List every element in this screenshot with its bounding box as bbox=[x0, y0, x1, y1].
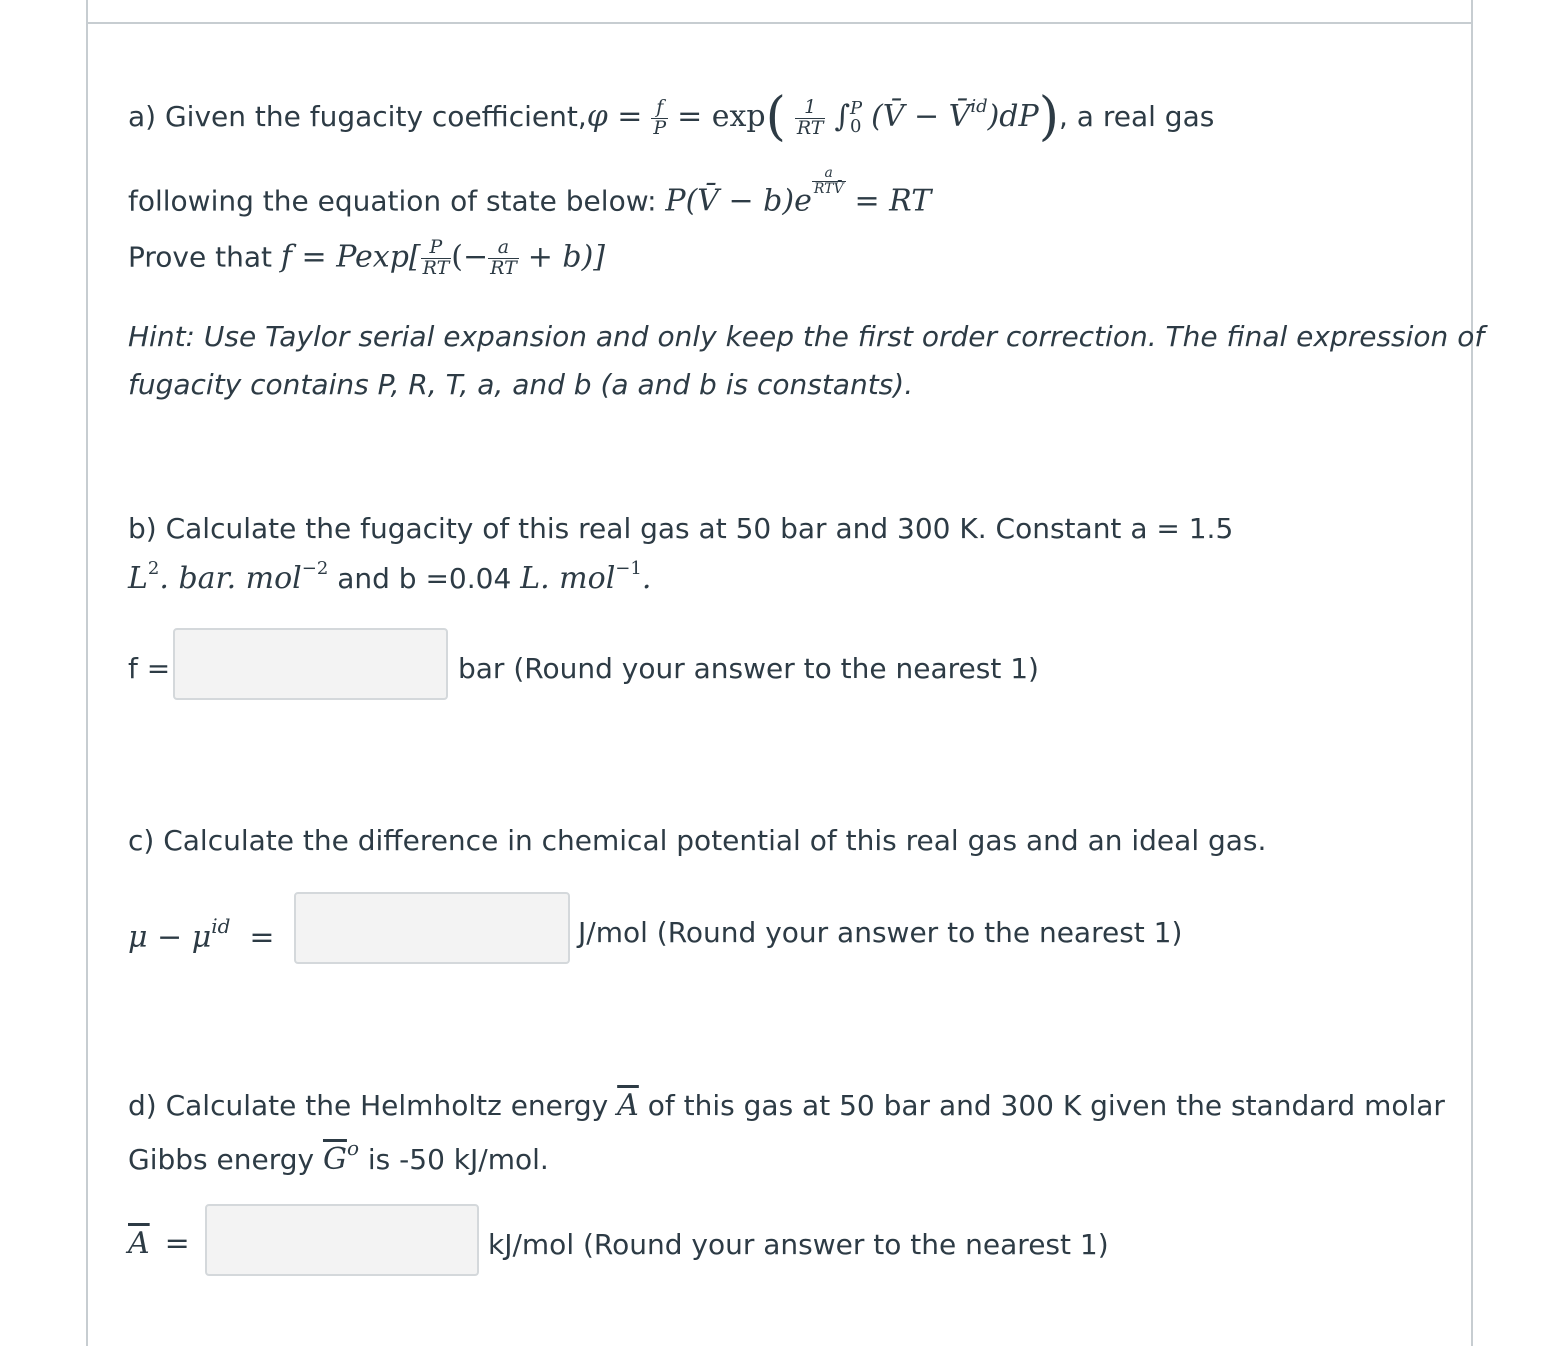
prove-mid: (− bbox=[451, 239, 489, 275]
frac-f-den: P bbox=[653, 116, 667, 139]
prove-frac2-den: RT bbox=[490, 256, 517, 279]
eq-exp: = exp bbox=[677, 99, 766, 134]
mu-answer-label bbox=[128, 914, 274, 956]
frame-top-border bbox=[88, 22, 1471, 24]
a-answer-suffix: kJ/mol (Round your answer to the nearest 1) bbox=[488, 1228, 1109, 1261]
eos-left: P(V̄ − b)e bbox=[665, 183, 812, 219]
integral-upper: P bbox=[850, 98, 863, 119]
part-a-line-3 bbox=[128, 238, 605, 279]
integral-lower: 0 bbox=[850, 116, 862, 137]
mu-answer-suffix: J/mol (Round your answer to the nearest 1) bbox=[578, 916, 1183, 949]
frac-1-over-rt bbox=[795, 95, 826, 139]
mu-answer-input[interactable] bbox=[294, 892, 570, 964]
hint-line-2: fugacity contains P, R, T, a, and b (a and b is constants). bbox=[128, 368, 914, 401]
a-answer-symbol: $\overline{A}$ bbox=[128, 1226, 150, 1261]
unit-b: L. mol bbox=[520, 561, 616, 596]
prove-text: Prove that bbox=[128, 240, 272, 274]
unit-a-sup: 2 bbox=[147, 558, 160, 579]
prove-frac-1 bbox=[421, 238, 452, 279]
eos-exp-num: a bbox=[812, 166, 846, 182]
eos-exponent bbox=[812, 166, 846, 196]
and-b: and b =0.04 bbox=[337, 562, 512, 595]
part-d-gibbs-value: is -50 kJ/mol. bbox=[367, 1143, 549, 1176]
hint-line-1: Hint: Use Taylor serial expansion and only keep the first order correction. The final expression of bbox=[128, 320, 1485, 353]
mu-diff: μ − μ bbox=[128, 920, 212, 955]
gibbs-sup: o bbox=[346, 1136, 359, 1160]
unit-a-rest-sup: −2 bbox=[301, 558, 329, 579]
a-answer-label bbox=[128, 1226, 190, 1262]
integrand: (V̄ − V̄ bbox=[871, 99, 971, 134]
part-d-line-1 bbox=[128, 1088, 1445, 1124]
unit-a-rest: . bar. mol bbox=[159, 561, 302, 596]
part-d-text-b: of this gas at 50 bar and 300 K given the standard molar bbox=[647, 1089, 1445, 1122]
part-a-intro: a) Given the fugacity coefficient, bbox=[128, 100, 587, 133]
a-answer-equals: = bbox=[164, 1226, 190, 1261]
part-b-line-1: b) Calculate the fugacity of this real gas at 50 bar and 300 K. Constant a = 1.5 bbox=[128, 512, 1234, 545]
prove-frac2-num: a bbox=[488, 238, 519, 259]
prove-frac1-num: P bbox=[421, 238, 452, 259]
part-d-gibbs-text: Gibbs energy bbox=[128, 1143, 315, 1176]
unit-a: L bbox=[128, 561, 148, 596]
phi-equals: φ = bbox=[586, 99, 643, 134]
unit-b-end: . bbox=[641, 561, 652, 596]
prove-frac-2 bbox=[488, 238, 519, 279]
prove-end: + b)] bbox=[527, 239, 605, 275]
f-answer-suffix: bar (Round your answer to the nearest 1) bbox=[458, 652, 1039, 685]
eos-right: = RT bbox=[854, 183, 932, 219]
part-a-line-2 bbox=[128, 166, 931, 220]
frac-1-den: RT bbox=[796, 116, 824, 139]
unit-b-sup: −1 bbox=[615, 558, 642, 579]
part-c-line-1: c) Calculate the difference in chemical potential of this real gas and an ideal gas. bbox=[128, 824, 1267, 857]
prove-frac1-den: RT bbox=[422, 256, 450, 279]
frac-f-over-p bbox=[651, 95, 668, 139]
integrand-sup: id bbox=[970, 96, 988, 117]
eos-intro: following the equation of state below: bbox=[128, 184, 657, 218]
frac-1-num: 1 bbox=[795, 98, 826, 119]
part-a-line-1: a) Given the fugacity coefficient,φ = $\frac{f}{P}$ = exp( $\frac{1}{RT}$ ∫ P 0 (V̄ − V̄$^{id}$)dP), a real gas bbox=[128, 87, 1215, 147]
part-d-line-2 bbox=[128, 1136, 549, 1178]
mu-equals: = bbox=[249, 920, 275, 955]
part-a-after: , a real gas bbox=[1058, 100, 1215, 133]
prove-lhs: f = Pexp[ bbox=[280, 239, 421, 275]
mu-sup: id bbox=[211, 914, 231, 938]
f-answer-label: f = bbox=[128, 652, 171, 685]
integral-sign: ∫ bbox=[834, 99, 851, 134]
f-answer-input[interactable] bbox=[173, 628, 448, 700]
part-b-line-2 bbox=[128, 558, 651, 597]
eos-exp-den: RTV̄ bbox=[813, 180, 844, 197]
frac-f-num: f bbox=[651, 98, 668, 119]
a-answer-input[interactable] bbox=[205, 1204, 479, 1276]
helmholtz-symbol: $\overline{A}$ bbox=[617, 1088, 639, 1123]
gibbs-symbol: $\overline{G}$ bbox=[322, 1142, 347, 1177]
part-d-text-a: d) Calculate the Helmholtz energy bbox=[128, 1089, 609, 1122]
integrand-end: )dP bbox=[987, 99, 1039, 134]
